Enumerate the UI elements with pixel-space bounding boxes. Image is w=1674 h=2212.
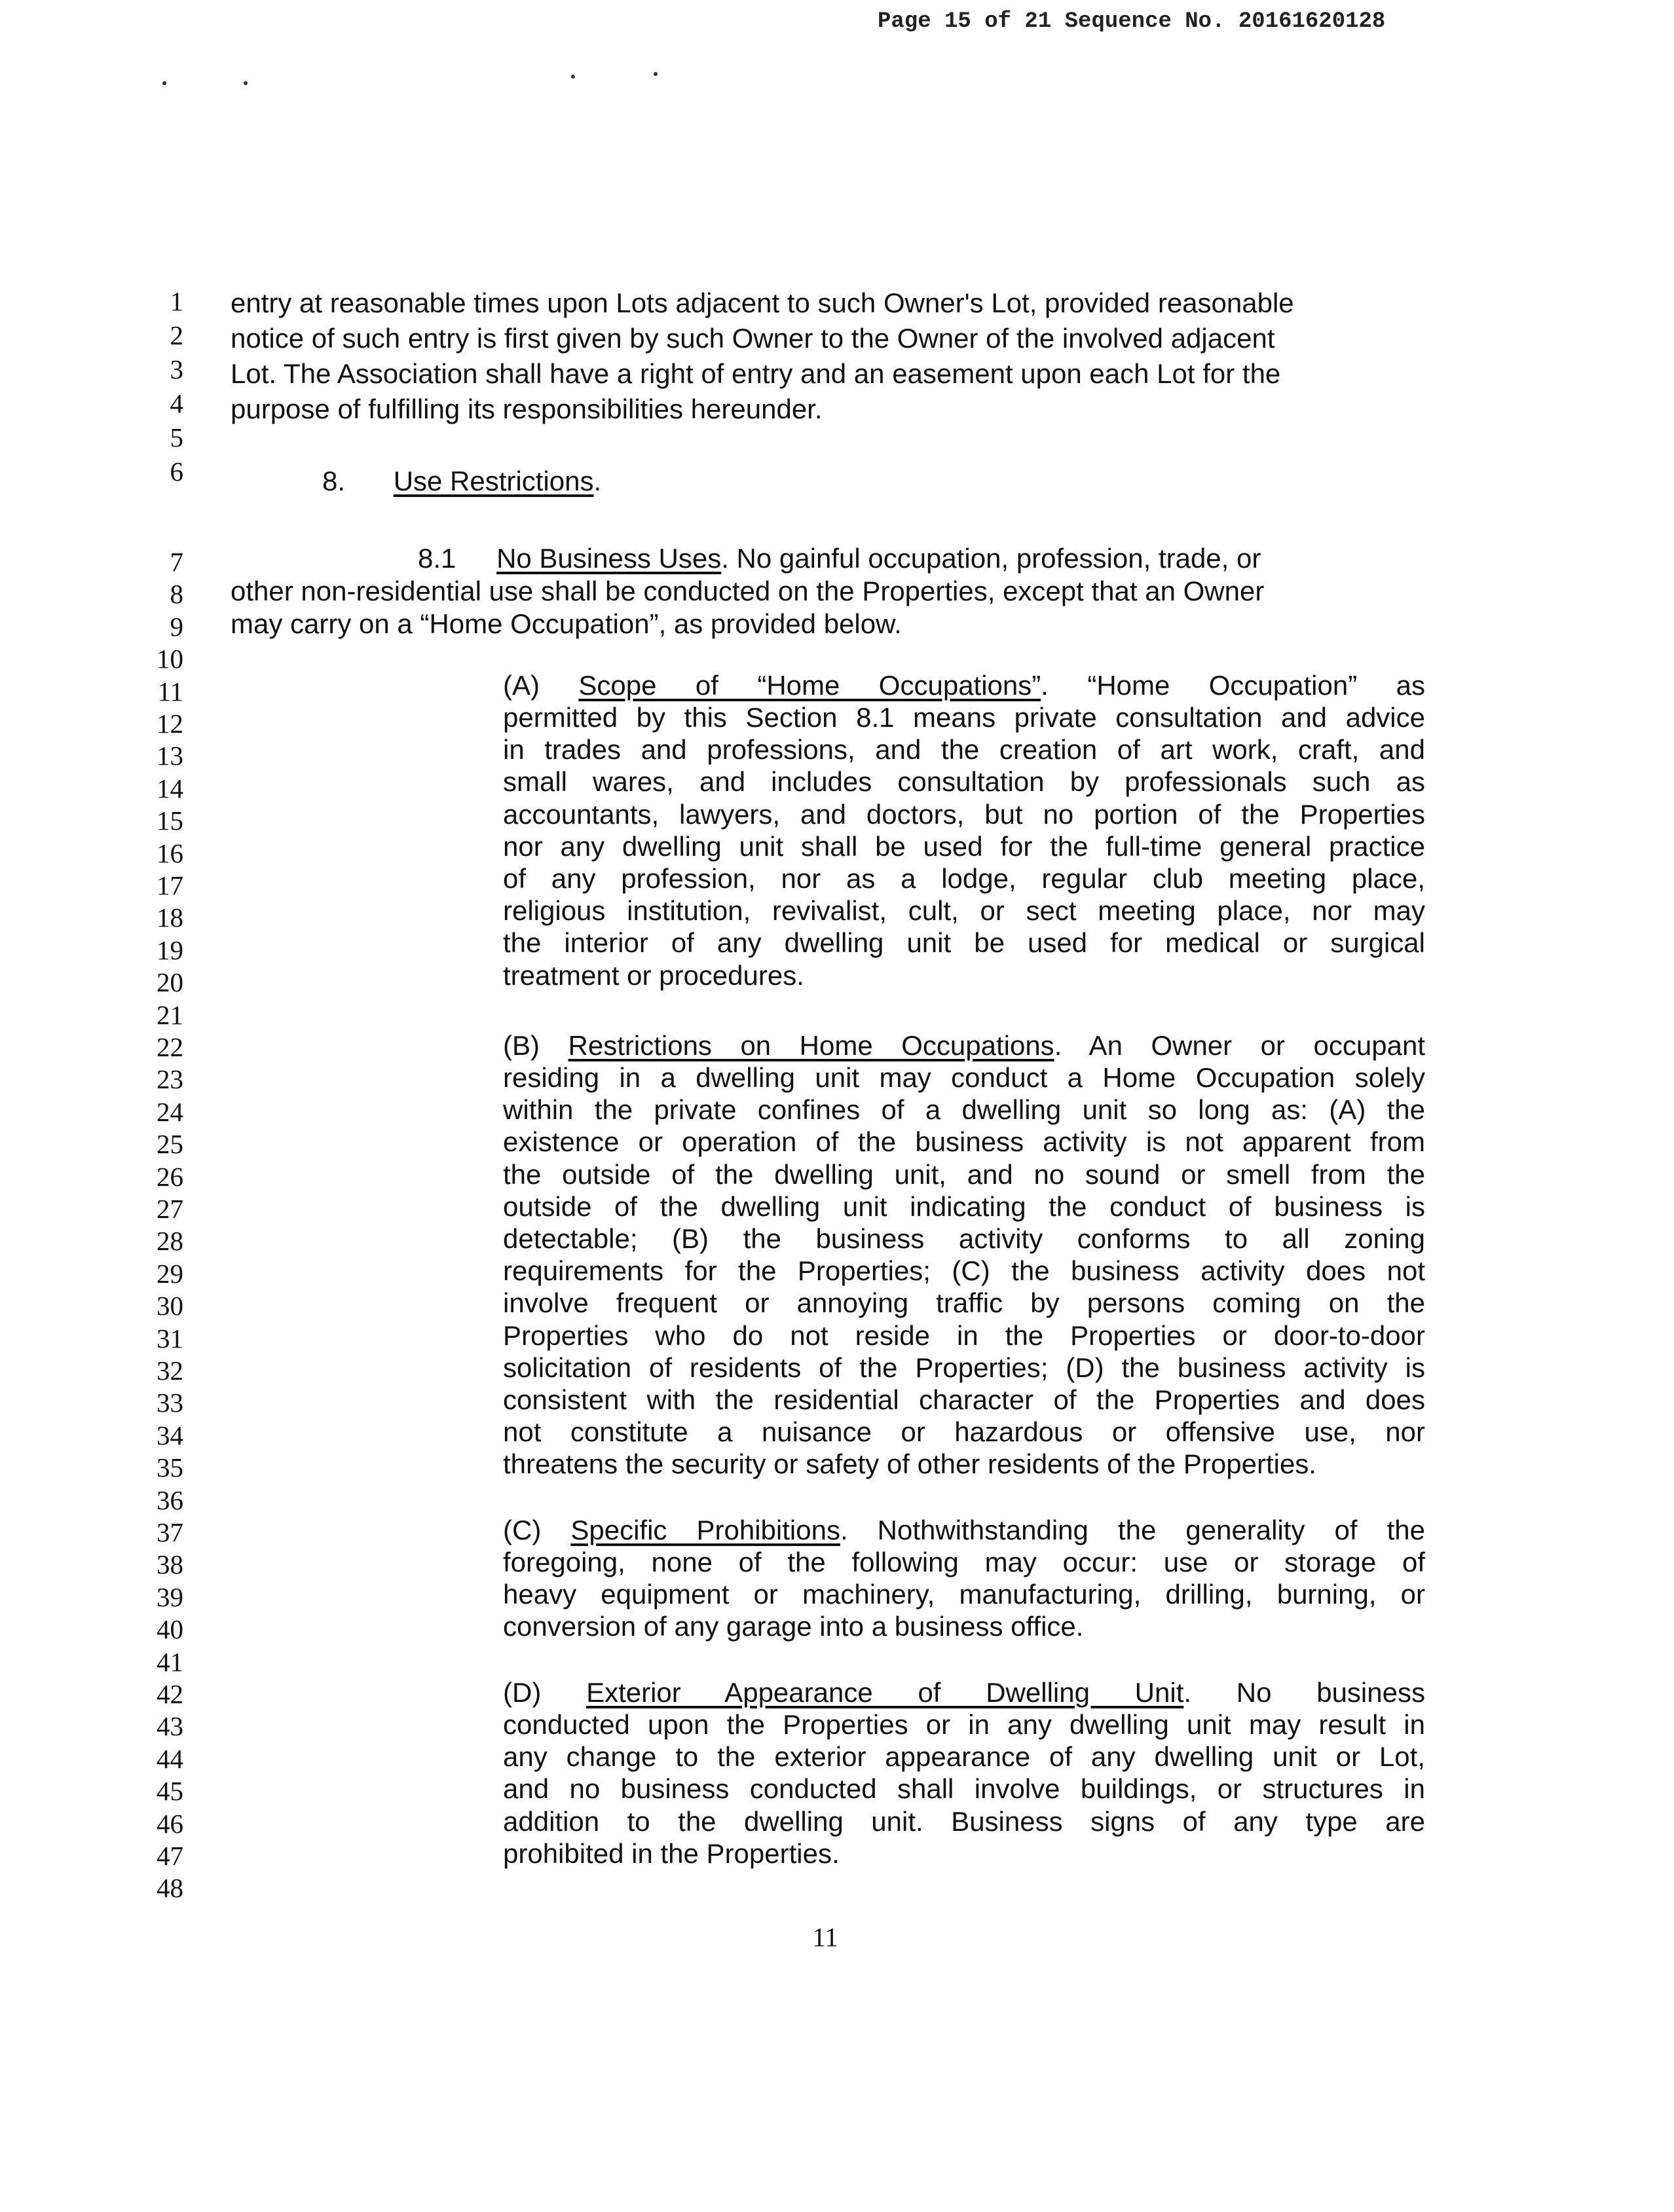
line-number: 35 [157,1452,183,1483]
subparagraph-c-first-line [503,1514,1425,1547]
line-number: 19 [157,935,183,965]
section-title: Use Restrictions [393,466,594,496]
body-line: Lot. The Association shall have a right of entry and an easement upon each Lot for the [231,358,1281,389]
subparagraph-line: of any profession, nor as a lodge, regular club meeting place, [503,863,1425,894]
subparagraph-line: nor any dwelling unit shall be used for the full-time general practice [503,831,1425,862]
subparagraph-line: threatens the security or safety of other residents of the Properties. [503,1448,1316,1479]
line-number: 11 [157,676,183,707]
line-number: 12 [157,709,183,739]
line-number: 14 [157,773,183,803]
line-number: 1 [170,286,183,316]
line-number: 7 [170,547,183,577]
subparagraph-line: any change to the exterior appearance of any dwelling unit or Lot, [503,1741,1425,1772]
subparagraph-line: conducted upon the Properties or in any dwelling unit may result in [503,1709,1425,1740]
line-number: 41 [157,1647,183,1677]
line-number: 6 [170,456,183,487]
body-line: purpose of fulfilling its responsibilities hereunder. [231,394,823,424]
subparagraph-line: the outside of the dwelling unit, and no sound or smell from the [503,1159,1425,1190]
subparagraph-line: heavy equipment or machinery, manufacturing, drilling, burning, or [503,1579,1425,1610]
line-number: 33 [157,1388,183,1418]
subparagraph-line: the interior of any dwelling unit be used for medical or surgical [503,927,1425,958]
subparagraph-line: not constitute a nuisance or hazardous or offensive use, nor [503,1416,1425,1447]
subparagraph-line: religious institution, revivalist, cult, or sect meeting place, nor may [503,895,1425,926]
subparagraph-title: Scope of “Home Occupations” [578,670,1041,701]
subsection-8-1-heading [418,542,1261,575]
subsection-text: . No gainful occupation, profession, trade, or [721,543,1261,574]
page-number: 11 [812,1922,838,1952]
line-number: 43 [157,1711,183,1741]
line-number: 2 [170,320,183,350]
subparagraph-label: (C) [503,1515,542,1545]
subsection-title: No Business Uses [496,543,722,574]
subparagraph-line: permitted by this Section 8.1 means private consultation and advice [503,702,1425,733]
line-number: 23 [157,1064,183,1094]
line-number: 42 [157,1679,183,1709]
line-number: 32 [157,1355,183,1386]
scan-speck [654,72,658,76]
line-number: 20 [157,967,183,997]
subparagraph-line: requirements for the Properties; (C) the business activity does not [503,1255,1425,1286]
subparagraph-title: Exterior Appearance of Dwelling Unit [586,1677,1184,1708]
line-number: 22 [157,1032,183,1062]
line-number: 46 [157,1809,183,1839]
line-number: 5 [170,422,183,452]
subparagraph-line: detectable; (B) the business activity conforms to all zoning [503,1223,1425,1254]
subparagraph-line: within the private confines of a dwelling unit so long as: (A) the [503,1094,1425,1125]
subparagraph-title: Specific Prohibitions [570,1515,840,1545]
line-number: 38 [157,1549,183,1579]
line-number: 37 [157,1517,183,1547]
line-number: 44 [157,1744,183,1774]
scan-speck [162,81,166,85]
section-title-end: . [593,466,602,496]
line-number: 39 [157,1582,183,1612]
line-number: 34 [157,1420,183,1450]
line-number: 4 [170,388,183,418]
subparagraph-line: foregoing, none of the following may occur: use or storage of [503,1547,1425,1577]
subparagraph-line: existence or operation of the business activity is not apparent from [503,1126,1425,1157]
line-number: 45 [157,1776,183,1806]
subparagraph-a-first-line [503,669,1425,702]
section-8-heading [322,465,601,498]
subparagraph-line: treatment or procedures. [503,960,804,991]
subparagraph-text: . An Owner or occupant [1054,1030,1425,1061]
subparagraph-line: prohibited in the Properties. [503,1838,840,1869]
line-number: 17 [157,870,183,900]
line-number: 31 [157,1323,183,1354]
subparagraph-text: . No business [1183,1677,1425,1708]
line-number: 9 [170,612,183,642]
line-number: 27 [157,1194,183,1224]
line-number: 26 [157,1162,183,1192]
scan-speck [571,75,575,79]
body-line: notice of such entry is first given by such Owner to the Owner of the involved adjacent [231,323,1275,354]
line-number: 48 [157,1873,183,1903]
subparagraph-b-first-line [503,1029,1425,1062]
subparagraph-label: (B) [503,1030,540,1061]
body-line: other non-residential use shall be conducted on the Properties, except that an Owner [231,576,1265,606]
line-number: 21 [157,1000,183,1030]
line-number: 10 [157,644,183,674]
scan-speck [244,81,248,85]
subparagraph-line: in trades and professions, and the creation of art work, craft, and [503,734,1425,765]
subsection-number: 8.1 [418,543,456,574]
line-number: 30 [157,1291,183,1321]
subparagraph-line: addition to the dwelling unit. Business signs of any type are [503,1806,1425,1837]
subparagraph-line: conversion of any garage into a business office. [503,1611,1084,1642]
subparagraph-text: . “Home Occupation” as [1041,670,1425,701]
section-number: 8. [322,466,346,496]
line-number: 28 [157,1226,183,1256]
subparagraph-line: residing in a dwelling unit may conduct a Home Occupation solely [503,1062,1425,1093]
line-number: 15 [157,805,183,836]
subparagraph-text: . Nothwithstanding the generality of the [840,1515,1426,1545]
line-number: 3 [170,354,183,384]
line-number: 40 [157,1614,183,1644]
subparagraph-line: outside of the dwelling unit indicating the conduct of business is [503,1191,1425,1222]
line-number: 24 [157,1097,183,1127]
subparagraph-line: consistent with the residential character of the Properties and does [503,1384,1425,1415]
subparagraph-line: accountants, lawyers, and doctors, but no portion of the Properties [503,799,1425,830]
page-header: Page 15 of 21 Sequence No. 20161620128 [878,9,1386,34]
line-number: 25 [157,1129,183,1159]
subparagraph-line: small wares, and includes consultation by professionals such as [503,766,1425,797]
line-number: 13 [157,741,183,771]
subparagraph-line: involve frequent or annoying traffic by persons coming on the [503,1287,1425,1318]
line-number: 29 [157,1259,183,1289]
subparagraph-label: (A) [503,670,540,701]
body-line: may carry on a “Home Occupation”, as provided below. [231,608,902,639]
line-number: 8 [170,579,183,609]
subparagraph-label: (D) [503,1677,542,1708]
line-number: 18 [157,902,183,932]
line-number: 16 [157,838,183,868]
body-line: entry at reasonable times upon Lots adjacent to such Owner's Lot, provided reasonable [231,287,1294,318]
line-number: 47 [157,1841,183,1871]
subparagraph-line: solicitation of residents of the Properties; (D) the business activity is [503,1352,1425,1383]
subparagraph-line: and no business conducted shall involve buildings, or structures in [503,1773,1425,1804]
subparagraph-d-first-line [503,1676,1425,1709]
line-number: 36 [157,1485,183,1515]
subparagraph-title: Restrictions on Home Occupations [568,1030,1054,1061]
subparagraph-line: Properties who do not reside in the Properties or door-to-door [503,1320,1425,1351]
